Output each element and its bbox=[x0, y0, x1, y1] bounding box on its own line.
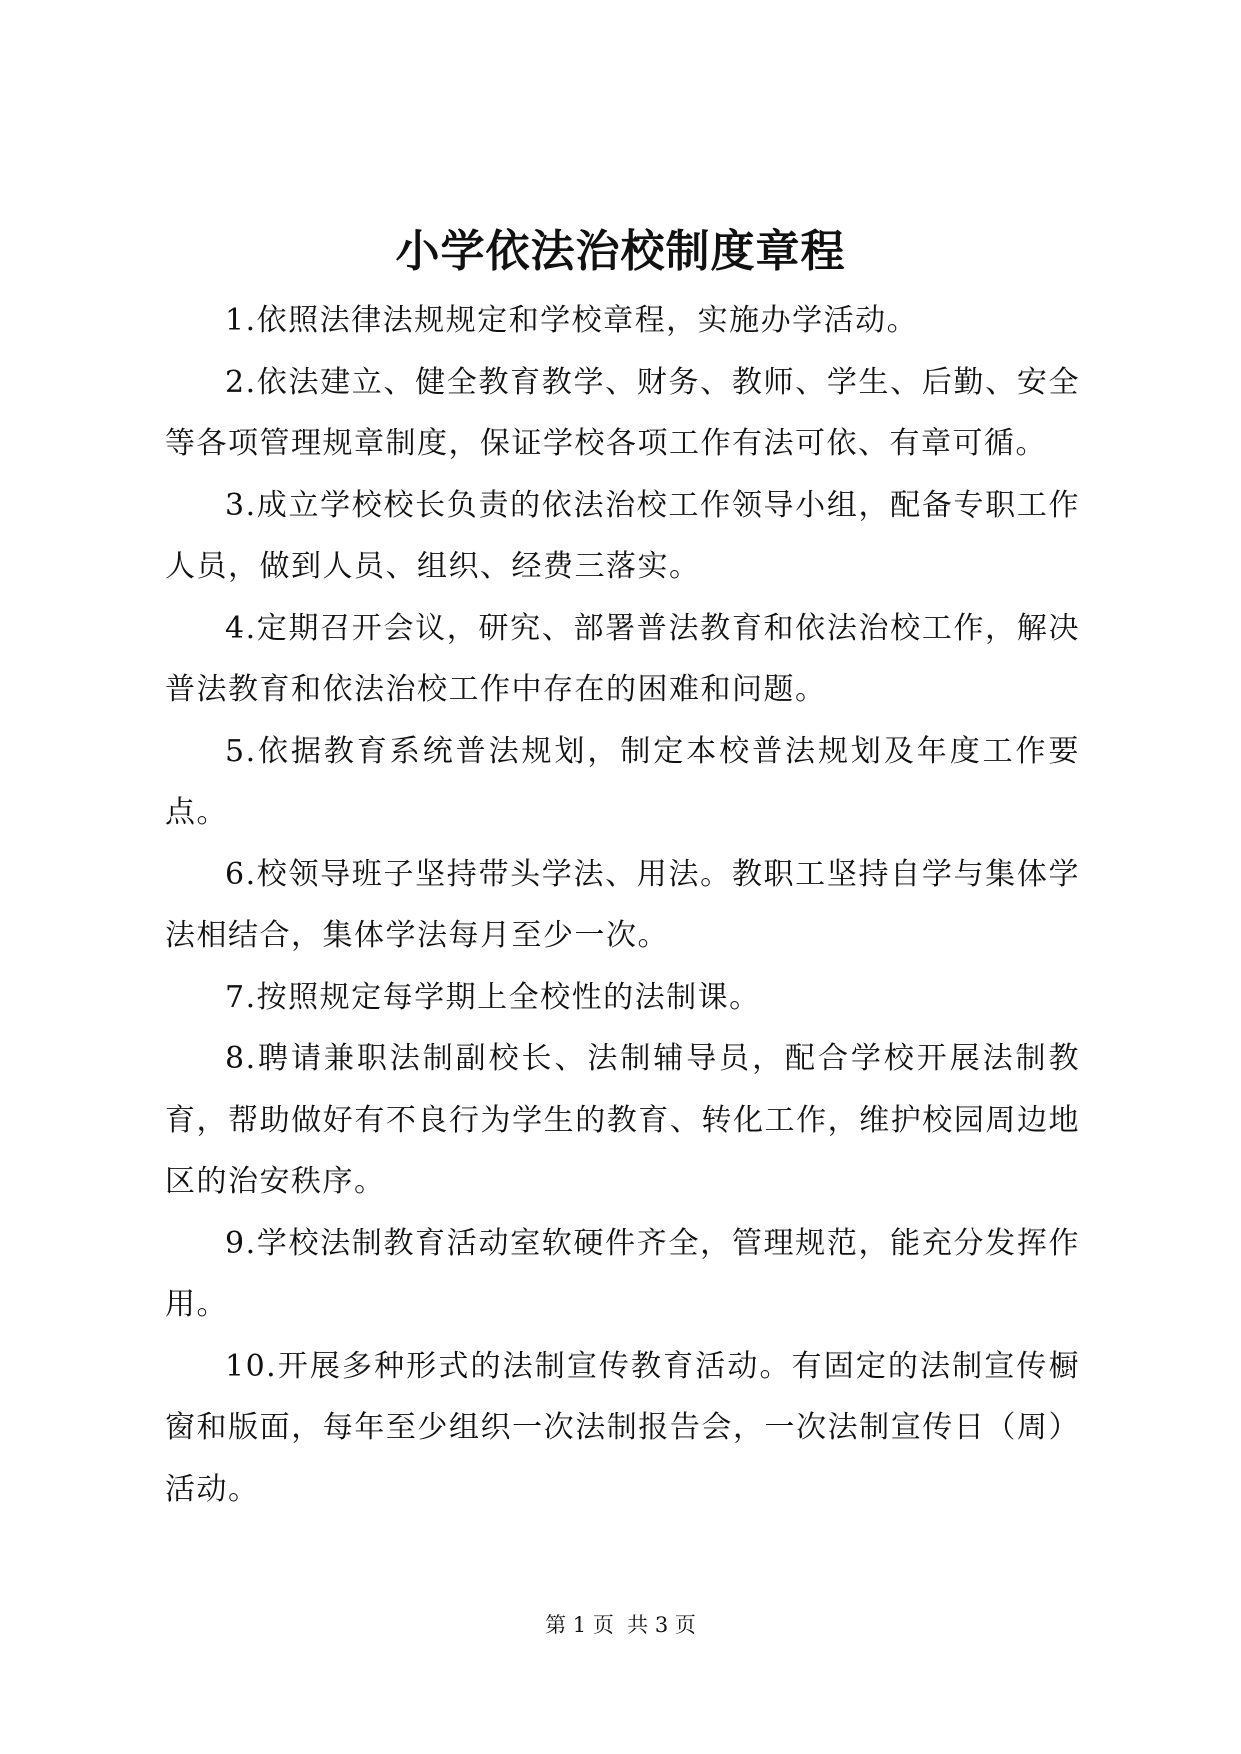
paragraph-10: 10.开展多种形式的法制宣传教育活动。有固定的法制宣传橱窗和版面，每年至少组织一次法制报告会，一次法制宣传日（周）活动。 bbox=[165, 1348, 1080, 1507]
page-number: 第 1 页 共 3 页 bbox=[545, 1613, 696, 1637]
paragraph-9: 9.学校法制教育活动室软硬件齐全，管理规范，能充分发挥作用。 bbox=[165, 1225, 1080, 1322]
paragraph-5: 5.依据教育系统普法规划，制定本校普法规划及年度工作要点。 bbox=[165, 733, 1080, 830]
paragraph-7: 7.按照规定每学期上全校性的法制课。 bbox=[225, 979, 761, 1015]
paragraph-4: 4.定期召开会议，研究、部署普法教育和依法治校工作，解决普法教育和依法治校工作中存在的困难和问题。 bbox=[165, 610, 1080, 707]
document-title: 小学依法治校制度章程 bbox=[395, 226, 846, 277]
paragraph-3: 3.成立学校校长负责的依法治校工作领导小组，配备专职工作人员，做到人员、组织、经费三落实。 bbox=[165, 487, 1080, 584]
paragraph-2: 2.依法建立、健全教育教学、财务、教师、学生、后勤、安全等各项管理规章制度，保证学校各项工作有法可依、有章可循。 bbox=[165, 364, 1080, 461]
paragraph-6: 6.校领导班子坚持带头学法、用法。教职工坚持自学与集体学法相结合，集体学法每月至少一次。 bbox=[165, 856, 1080, 953]
paragraph-8: 8.聘请兼职法制副校长、法制辅导员，配合学校开展法制教育，帮助做好有不良行为学生的教育、转化工作，维护校园周边地区的治安秩序。 bbox=[165, 1041, 1080, 1199]
page-footer bbox=[0, 1610, 1241, 1640]
document-body bbox=[165, 290, 1080, 1520]
paragraph-1: 1.依照法律法规规定和学校章程，实施办学活动。 bbox=[225, 303, 919, 338]
